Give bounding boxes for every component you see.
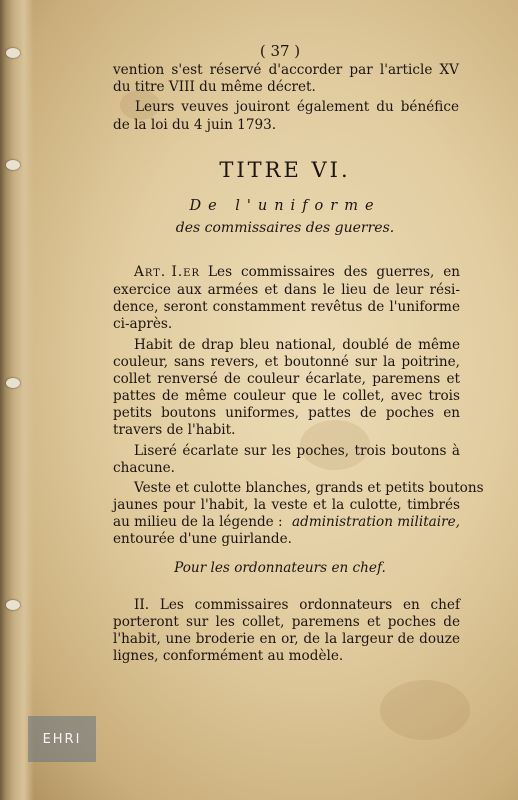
text-line: II. Les commissaires ordonnateurs en chef <box>134 597 460 613</box>
page-number: ( 37 ) <box>259 42 301 60</box>
text-line: porteront sur les collet, paremens et poches de <box>113 614 460 630</box>
ehri-logo <box>28 716 96 770</box>
text-line: Les commissaires des guerres, en <box>208 264 460 280</box>
binding-stitch <box>6 48 20 58</box>
text-line: vention s'est réservé d'accorder par l'article XV <box>113 62 459 78</box>
binding-stitch <box>6 160 20 170</box>
book-spine <box>0 0 34 800</box>
text-line: chacune. <box>113 460 175 476</box>
text-line: collet renversé de couleur écarlate, paremens et <box>113 371 460 387</box>
section-title: Pour les ordonnateurs en chef. <box>174 560 386 576</box>
text-segment: au milieu de la légende : <box>113 514 283 530</box>
text-line: pattes de même couleur que le collet, avec trois <box>113 388 460 404</box>
text-line: ci-après. <box>113 316 173 332</box>
text-line: Liseré écarlate sur les poches, trois boutons à <box>134 443 460 459</box>
article-label: Art. I.er <box>134 264 201 280</box>
text-line: du titre VIII du même décret. <box>113 79 316 95</box>
text-line: petits boutons uniformes, pattes de poches en <box>113 405 460 421</box>
text-line: l'habit, une broderie en or, de la largeur de douze <box>113 631 460 647</box>
text-line <box>113 514 460 530</box>
text-line: Leurs veuves jouiront également du bénéfice <box>135 99 459 115</box>
text-line: lignes, conformément au modèle. <box>113 648 344 664</box>
text-line: Veste et culotte blanches, grands et petits boutons <box>134 480 484 496</box>
chapter-subtitle-second-line: des commissaires des guerres. <box>175 220 395 236</box>
text-line: de la loi du 4 juin 1793. <box>113 117 277 133</box>
text-line: Habit de drap bleu national, doublé de même <box>134 337 460 353</box>
text-line: exercice aux armées et dans le lieu de leur rési- <box>113 282 460 298</box>
chapter-subtitle: De l'uniforme <box>189 198 381 214</box>
binding-stitch <box>6 378 20 388</box>
text-line: entourée d'une guirlande. <box>113 531 293 547</box>
text-line: travers de l'habit. <box>113 422 236 438</box>
paper-stain <box>380 680 470 740</box>
article-1-first-line <box>134 264 460 280</box>
binding-stitch <box>6 600 20 610</box>
italic-text-segment: administration militaire, <box>292 514 460 530</box>
text-line: dence, seront constamment revêtus de l'uniforme <box>113 299 460 315</box>
chapter-title: TITRE VI. <box>219 158 351 182</box>
text-line: jaunes pour l'habit, la veste et la culotte, timbrés <box>113 497 460 513</box>
logo-text: EHRI <box>42 732 82 747</box>
text-line: couleur, sans revers, et boutonné sur la poitrine, <box>113 354 460 370</box>
